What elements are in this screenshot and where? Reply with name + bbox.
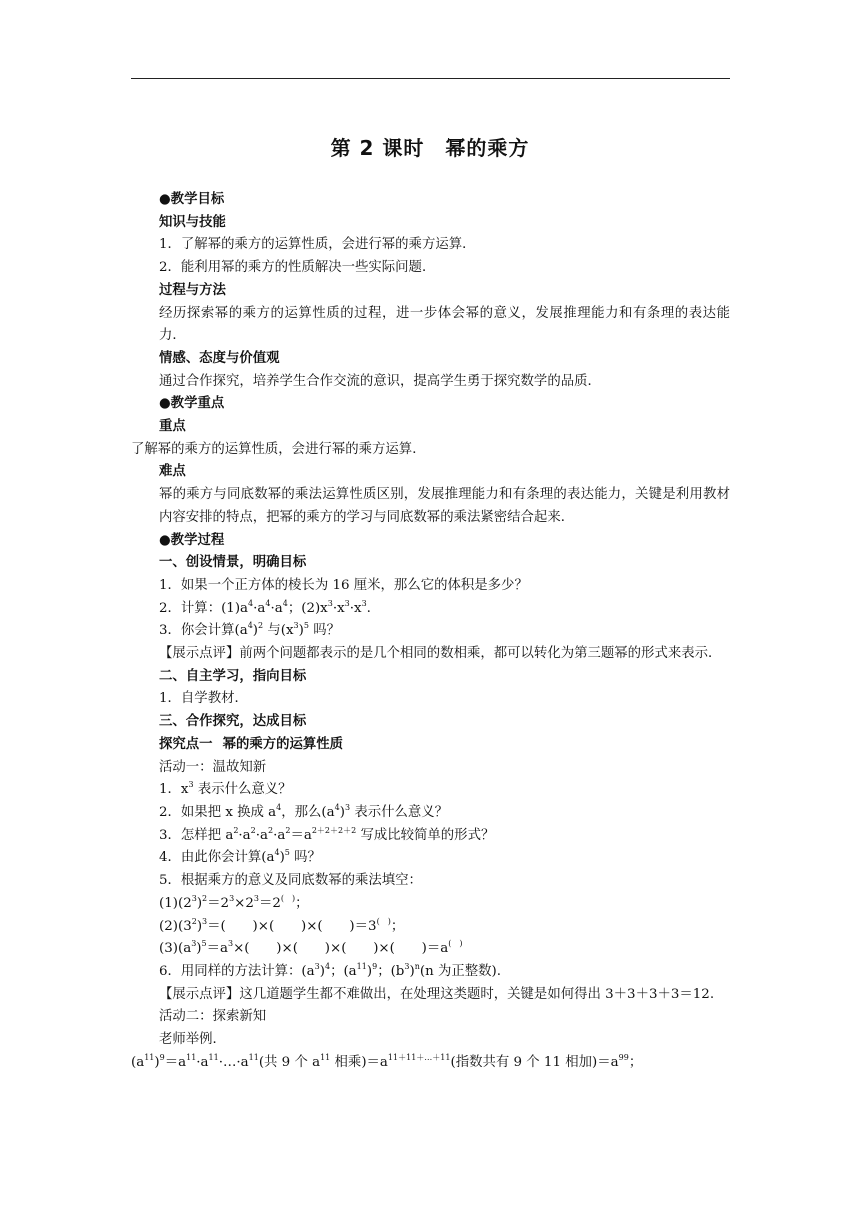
exploration-label: 探究点一 [159,736,213,752]
activity-q5: 5．根据乘方的意义及同底数幂的乘法填空： [159,873,422,889]
paragraph: 2．能利用幂的乘方的性质解决一些实际问题． [159,260,436,276]
activity-q2: 2．如果把 x 换成 $a^4$，那么$(a^4)^3$ 表示什么意义？ [159,802,449,820]
question-1: 1．如果一个正方体的棱长为 16 厘米，那么它的体积是多少？ [159,577,528,593]
paragraph: 1．了解幂的乘方的运算性质，会进行幂的乘方运算． [159,237,476,253]
subheading-key-point: 重点 [159,419,186,435]
comment-paragraph [131,984,730,1007]
section-heading-objectives: ●教学目标 [159,192,225,207]
page-title: 第 2 课时 幂的乘方 [330,136,530,160]
step-heading-1: 一、创设情景，明确目标 [159,555,307,571]
activity-one-heading: 活动一：温故知新 [159,759,267,775]
exploration-title: 幂的乘方的运算性质 [222,736,344,752]
paragraph: 通过合作探究，培养学生合作交流的意识，提高学生勇于探究数学的品质． [159,373,601,389]
paragraph: 幂的乘方与同底数幂的乘法运算性质区别，发展推理能力和有条理的表达能力，关键是利用教材内容安排的特点，把幂的乘方的学习与同底数幂的乘法紧密结合起来． [159,487,730,525]
activity-two-heading: 活动二：探索新知 [159,1009,267,1025]
comment-paragraph [131,643,730,666]
step-heading-2: 二、自主学习，指向目标 [159,668,307,684]
example-equation: $(a^{11})^9=a^{11}\cdot a^{11}\cdot\dots\cdot a^{11}$(共 9 个 $a^{11}$ 相乘)$=a^{11+11+\dots+11}$(指数共有 9 个 11 相加)$=a^{99}$； [131,1052,643,1070]
subheading-knowledge-skills: 知识与技能 [159,214,226,230]
activity-q6: 6．用同样的方法计算：$(a^3)^4$；$(a^{11})^9$；$(b^3)^n(n$ 为正整数). [159,961,502,979]
paragraph: 老师举例． [159,1032,226,1048]
subheading-difficulty: 难点 [159,464,186,480]
comment-text: 这几道题学生都不难做出，在处理这类题时，关键是如何得出 3＋3＋3＋3＝12. [239,986,715,1002]
activity-q4: 4．由此你会计算$(a^4)^5$ 吗？ [159,848,321,866]
fill-in-3: $(3)(a^3)^5=a^3\times$( )×( )×( )×( )＝a( ) [159,939,463,957]
comment-label: 【展示点评】 [159,646,240,662]
activity-q3: 3．怎样把 $a^2\cdot a^2\cdot a^2\cdot a^2=a^{2+2+2+2}$ 写成比较简单的形式？ [159,825,495,843]
header-rule [131,78,730,79]
exploration-heading [131,734,730,757]
section-heading-process: ●教学过程 [159,532,225,548]
paragraph: 了解幂的乘方的运算性质，会进行幂的乘方运算． [131,441,426,457]
section-heading-key-points: ●教学重点 [159,396,225,412]
comment-label: 【展示点评】 [159,986,240,1002]
subheading-process-method: 过程与方法 [159,282,226,298]
question-2: 2．计算：$(1)a^4\cdot a^4\cdot a^4$；$(2)x^3\cdot x^3\cdot x^3$. [159,598,371,616]
question-3: 3．你会计算$(a^4)^2$ 与$(x^3)^5$ 吗？ [159,621,341,639]
comment-text: 前两个问题都表示的是几个相同的数相乘，都可以转化为第三题幂的形式来表示． [239,646,722,662]
fill-in-1: $(1)(2^3)^2=2^3\times 2^3=2^{( )}$； [159,893,309,911]
paragraph: 经历探索幂的乘方的运算性质的过程，进一步体会幂的意义，发展推理能力和有条理的表达能力． [159,305,730,344]
step-heading-3: 三、合作探究，达成目标 [159,714,307,730]
activity-q1: 1．$x^3$ 表示什么意义？ [159,780,292,798]
paragraph: 1．自学教材． [159,691,248,707]
subheading-attitude-values: 情感、态度与价值观 [159,350,280,366]
fill-in-2: $(2)(3^2)^3=$( )×( )×( )＝3( )； [159,916,405,934]
document-body [131,189,730,1074]
